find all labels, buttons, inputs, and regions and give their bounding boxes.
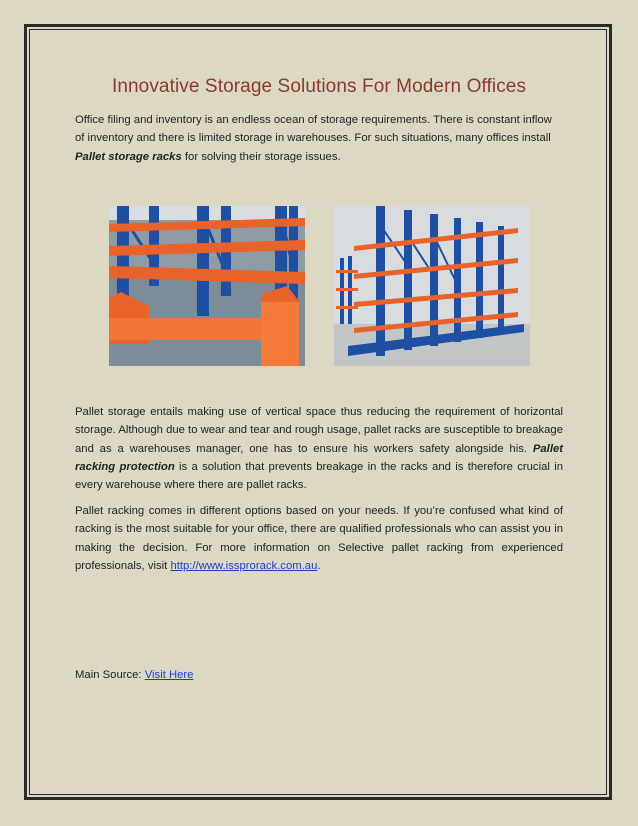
- options-paragraph: [75, 502, 563, 575]
- pallet-racking-protection-emphasis: Pallet racking protection: [75, 442, 563, 473]
- cantilever-rack-photo: [334, 206, 530, 366]
- pallet-rack-photo: [109, 206, 305, 366]
- protection-tail: is a solution that prevents breakage in the racks and is therefore crucial in every warehouse where there are pallet racks.: [75, 460, 563, 492]
- intro-tail: for solving their storage issues.: [181, 150, 341, 163]
- protection-text: Pallet storage entails making use of vertical space thus reducing the requirement of horizontal storage. Although due to wear and tear and rough usage, pallet racks are susceptible to breakage and as a warehouses manager, one has to ensure his workers safety alongside his.: [75, 406, 563, 455]
- page-title: Innovative Storage Solutions For Modern Offices: [111, 76, 527, 97]
- options-tail: .: [317, 559, 321, 572]
- intro-text: Office filing and inventory is an endless ocean of storage requirements. There is constant inflow of inventory and there is limited storage in warehouses. For such situations, many offices install: [75, 114, 552, 145]
- main-source-label: Main Source:: [75, 669, 145, 681]
- intro-paragraph: [75, 111, 563, 166]
- visit-here-link[interactable]: Visit Here: [144, 669, 194, 681]
- pallet-storage-racks-emphasis: Pallet storage racks: [75, 150, 182, 163]
- main-source-line: [75, 669, 193, 681]
- options-text: Pallet racking comes in different options based on your needs. If you’re confused what kind of racking is the most suitable for your office, there are qualified professionals who can assist you in making the decision. For more information on Selective pallet racking from experienced professionals, visit: [75, 505, 563, 572]
- issprorack-link[interactable]: http://www.issprorack.com.au: [170, 559, 318, 572]
- protection-paragraph: [75, 403, 563, 494]
